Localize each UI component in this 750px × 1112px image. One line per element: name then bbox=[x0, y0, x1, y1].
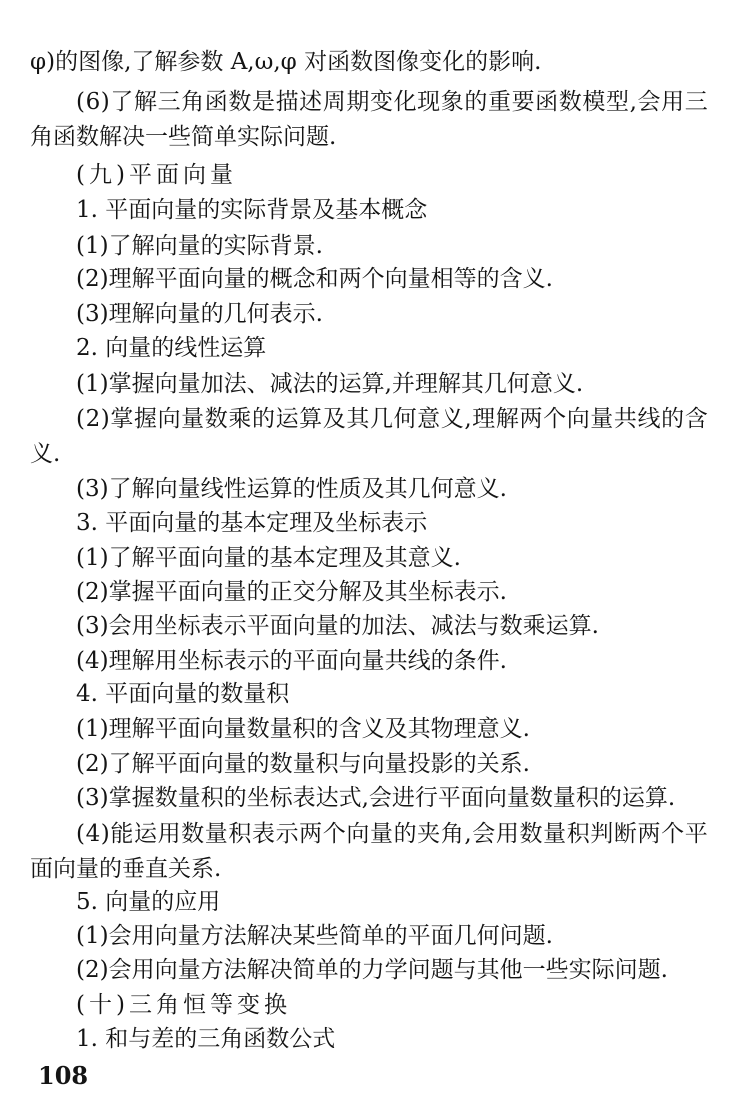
text-line: (2)掌握向量数乘的运算及其几何意义,理解两个向量共线的含 bbox=[76, 406, 709, 432]
text-line: (2)了解平面向量的数量积与向量投影的关系. bbox=[76, 751, 530, 777]
text-line: (2)掌握平面向量的正交分解及其坐标表示. bbox=[76, 579, 507, 605]
text-line: (1)掌握向量加法、减法的运算,并理解其几何意义. bbox=[76, 371, 584, 397]
text-line: (2)会用向量方法解决简单的力学问题与其他一些实际问题. bbox=[76, 957, 668, 983]
text-line: (2)理解平面向量的概念和两个向量相等的含义. bbox=[76, 266, 553, 292]
text-line: (3)了解向量线性运算的性质及其几何意义. bbox=[76, 476, 507, 502]
text-line: (3)掌握数量积的坐标表达式,会进行平面向量数量积的运算. bbox=[76, 785, 676, 811]
text-line: (1)了解平面向量的基本定理及其意义. bbox=[76, 545, 461, 571]
text-line: 面向量的垂直关系. bbox=[30, 856, 222, 882]
text-line: (6)了解三角函数是描述周期变化现象的重要函数模型,会用三 bbox=[76, 89, 709, 115]
text-line: (4)能运用数量积表示两个向量的夹角,会用数量积判断两个平 bbox=[76, 821, 709, 847]
text-line: (3)会用坐标表示平面向量的加法、减法与数乘运算. bbox=[76, 613, 599, 639]
section-heading: (十)三角恒等变换 bbox=[76, 992, 291, 1018]
subsection-heading: 3. 平面向量的基本定理及坐标表示 bbox=[76, 510, 428, 536]
subsection-heading: 2. 向量的线性运算 bbox=[76, 335, 267, 361]
text-line: 义. bbox=[30, 441, 61, 467]
subsection-heading: 1. 平面向量的实际背景及基本概念 bbox=[76, 197, 428, 223]
text-line: (4)理解用坐标表示的平面向量共线的条件. bbox=[76, 648, 507, 674]
page-number: 108 bbox=[38, 1061, 89, 1090]
section-heading: (九)平面向量 bbox=[76, 162, 237, 188]
subsection-heading: 4. 平面向量的数量积 bbox=[76, 681, 290, 707]
subsection-heading: 5. 向量的应用 bbox=[76, 889, 221, 915]
text-line: (3)理解向量的几何表示. bbox=[76, 301, 323, 327]
text-line: (1)理解平面向量数量积的含义及其物理意义. bbox=[76, 716, 530, 742]
subsection-heading: 1. 和与差的三角函数公式 bbox=[76, 1026, 336, 1052]
text-line: φ)的图像,了解参数 A,ω,φ 对函数图像变化的影响. bbox=[30, 49, 542, 75]
text-line: 角函数解决一些简单实际问题. bbox=[30, 124, 337, 150]
text-line: (1)会用向量方法解决某些简单的平面几何问题. bbox=[76, 923, 553, 949]
text-line: (1)了解向量的实际背景. bbox=[76, 233, 323, 259]
